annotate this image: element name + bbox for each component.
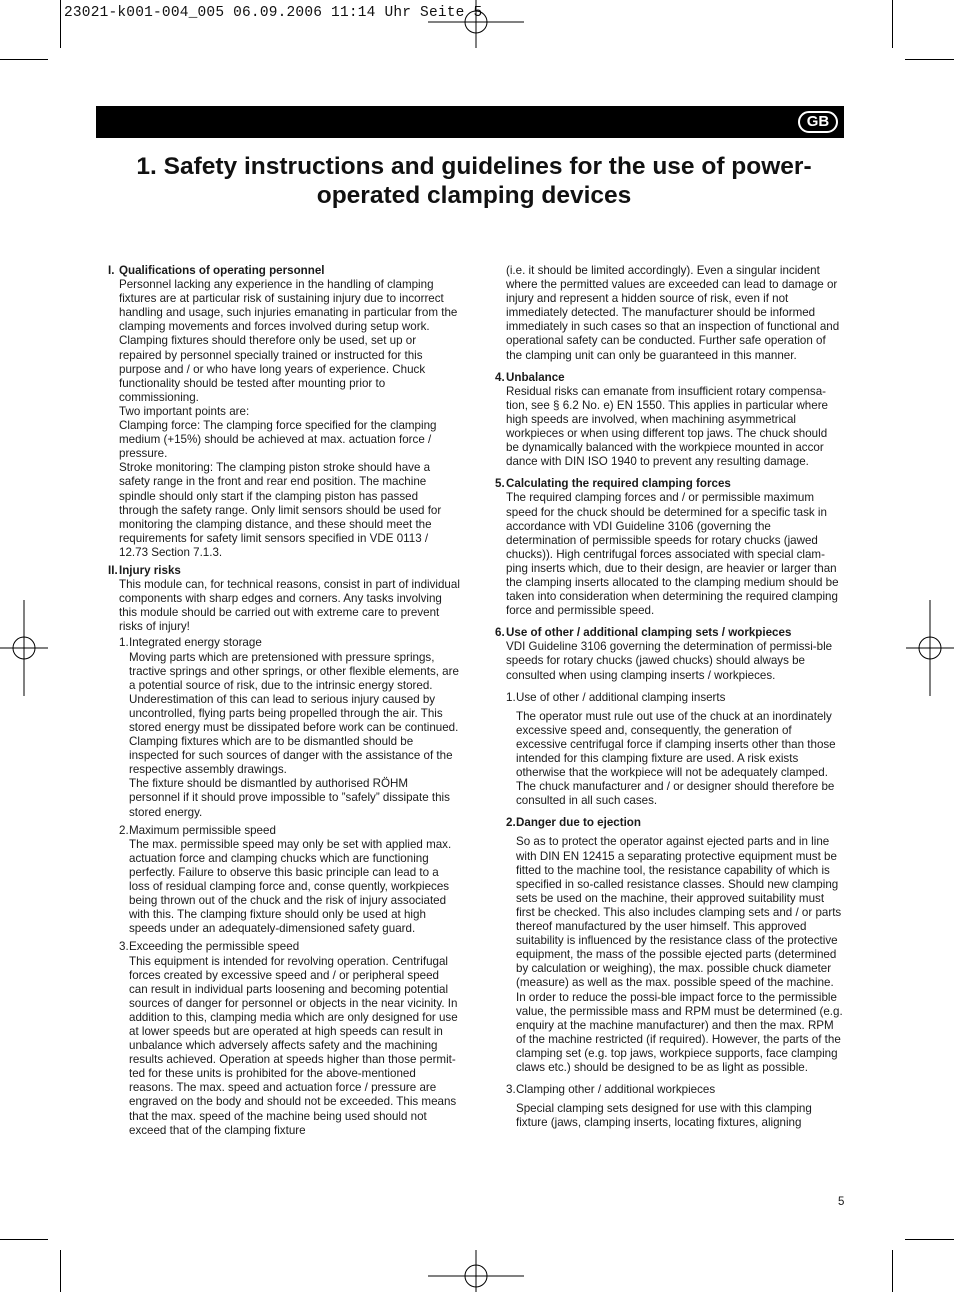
header-band [96, 106, 844, 138]
subsection-body: This equipment is intended for revolving operation. Centrifugal forces created by excessive speed and / or peripheral speed can result in individual parts loosening and becoming potential sources of danger for personnel or objects in the near vicinity. In addition to this, clamping media which are only designed for use at lower speeds but are operated at high speeds can result in unbalance which adversely affects safety and the machining results achieved. Operation at speeds higher than those permit-ted for these units is prohibited for the above-mentioned reasons. The max. speed and actuation force / pressure are engraved on the body and should not be exceeded. This means that the max. speed of the machine being used should not exceed that of the clamping fixture [129, 954, 458, 1137]
section-body: The required clamping forces and / or permissible maximum speed for the chuck should be determined for a specific task in accordance with VDI Guideline 3106 (governing the determination of permissible speeds for rotary chucks (jawed chucks)). High centrifugal forces associated with special clam-ping inserts which, due to their design, are heavier or larger than the clamping inserts allocated to the clamping medium should be taken into consideration when determining the required clamping force and permissible speed. [506, 491, 839, 618]
section-heading: II. Injury risks [108, 563, 181, 577]
section-body: Residual risks can emanate from insufficient rotary compensa-tion, see § 6.2 No. e) EN 1550. This applies in particular where high speeds are involved, when machining asymmetrical workpieces or when using different top jaws. The chuck should be dynamically balanced with the workpiece mounted in accor dance with DIN ISO 1940 to prevent any resulting damage. [506, 384, 829, 469]
section-text: Clamping force: The clamping force specified for the clamping medium (+15%) should be achieved at max. actuation force / pressure. [119, 419, 437, 461]
subsection-heading: 1. Use of other / additional clamping inserts [506, 690, 726, 704]
section-body: Personnel lacking any experience in the handling of clamping fixtures are at particular risk of sustaining injury due to incorrect handling and usage, such injuries emanating in particular from the clamping movements and forces involved during setup work. Clamping fixtures should therefore only be used, set up or repaired by personnel specially trained or instructed for this purpose and / or who have long years of experience. Chuck functionality should be tested after mounting prior to commissioning. [119, 278, 458, 404]
subsection-heading: 3. Clamping other / additional workpieces [506, 1083, 716, 1097]
section-heading: 4. Unbalance [495, 370, 565, 384]
section-heading: 6. Use of other / additional clamping sets / workpieces [495, 626, 792, 640]
subsection-body: The fixture should be dismantled by authorised RÖHM personnel if it should prove impossible to ”safely” dissipate this stored energy. [129, 777, 450, 819]
subsection-body: The operator must rule out use of the chuck at an inordinately excessive speed and, consequently, the generation of excessive centrifugal force if clamping inserts other than those intended for this clamping fixture are used. A risk exists otherwise that the workpiece will not be adequately clamped. The chuck manufacturer and / or designer should therefore be consulted in all such cases. [516, 709, 836, 808]
print-header: 23021-k001-004_005 06.09.2006 11:14 Uhr Seite 5 [64, 5, 483, 21]
subsection-heading: 3. Exceeding the permissible speed [119, 940, 300, 954]
subsection-heading: 1. Integrated energy storage [119, 636, 262, 650]
continued-text: (i.e. it should be limited accordingly). Even a singular incident where the permitted values are exceeded can lead to damage or injury and represent a hidden source of risk, even if not immediately detected. The manufacturer should be informed immediately in such cases so that an inspection of functional and operational safety can be conducted. Further safe operation of the clamping unit can only be guaranteed in this manner. [506, 264, 840, 362]
registration-mark-bottom [428, 1250, 524, 1292]
registration-mark-left [0, 600, 50, 696]
section-heading: 5. Calculating the required clamping forces [495, 477, 731, 491]
subsection-heading: 2. Maximum permissible speed [119, 823, 276, 837]
section-body: This module can, for technical reasons, consist in part of individual components with sharp edges and corners. Any tasks involving this module should be carried out with extreme care to prevent risks of injury! [119, 578, 460, 634]
section-text: Stroke monitoring: The clamping piston stroke should have a safety range in the front and rear end position. The machine spindle should only start if the clamping piston has passed through the safety range. Only limit sensors should be used for monitoring the clamping distance, and these should meet the requirements for safety limit sensors specified in VDE 0113 / 12.73 Section 7.1.3. [119, 461, 442, 559]
left-column [108, 264, 460, 1138]
subsection-body: The max. permissible speed may only be set with applied max. actuation force and clamping chucks which are functioning perfectly. Failure to observe this basic principle can lead to a loss of residual clamping force and, conse quently, workpieces being thrown out of the chuck and the risk of injury associated with this. The clamping fixture should only be used at high speeds under an adequately-dimensioned safety guard. [129, 837, 452, 936]
page-number: 5 [838, 1196, 845, 1208]
registration-mark-top [428, 0, 524, 50]
subsection-body: So as to protect the operator against ejected parts and in line with DIN EN 12415 a separating protective equipment must be fitted to the machine tool, the resistance capability of which is specified in so-called resistance classes. Should new clamping sets be used on the machine, their approved suitability must first be checked. This also includes clamping sets and / or parts thereof manufactured by the user himself. This approved suitability is influenced by the resistance class of the protective equipment, the mass of the possible ejected parts (determined by calculation or weighing), the max. possible chuck diameter (measure) as well as the max. possible speed of the machine. In order to reduce the possi-ble impact force to the permissible value, the permissible mass and RPM must be determined (e.g. enquiry at the machine manufacturer) and then the max. RPM of the machine restricted (if required). However, the parts of the clamping set (e.g. top jaws, workpiece supports, face clamping claws etc.) should be designed to be as light as possible. [516, 835, 843, 1074]
subsection-heading: 2. Danger due to ejection [506, 816, 641, 830]
section-heading: I. Qualifications of operating personnel [108, 264, 325, 277]
subsection-body: Moving parts which are pretensioned with pressure springs, tractive springs and other springs, or other flexible elements, are a potential source of risk, due to the intrinsic energy stored. Underestimation of this can lead to serious injury caused by uncontrolled, flying parts being propelled through the air. This stored energy must be dissipated before work can be continued. Clamping fixtures which are to be dismantled should be inspected for such sources of danger with the assistance of the respective assembly drawings. [129, 650, 459, 777]
right-column [495, 264, 843, 1130]
registration-mark-right [904, 600, 954, 696]
section-text: Two important points are: [119, 404, 250, 418]
page-title: 1. Safety instructions and guidelines for the use of power-operated clamping devices [136, 153, 812, 209]
language-badge: GB [798, 111, 838, 133]
subsection-body: Special clamping sets designed for use with this clamping fixture (jaws, clamping inserts, locating fixtures, aligning [516, 1102, 812, 1130]
section-body: VDI Guideline 3106 governing the determination of permissi-ble speeds for rotary chucks (jawed chucks) should always be consulted when using clamping inserts / workpieces. [506, 640, 833, 682]
